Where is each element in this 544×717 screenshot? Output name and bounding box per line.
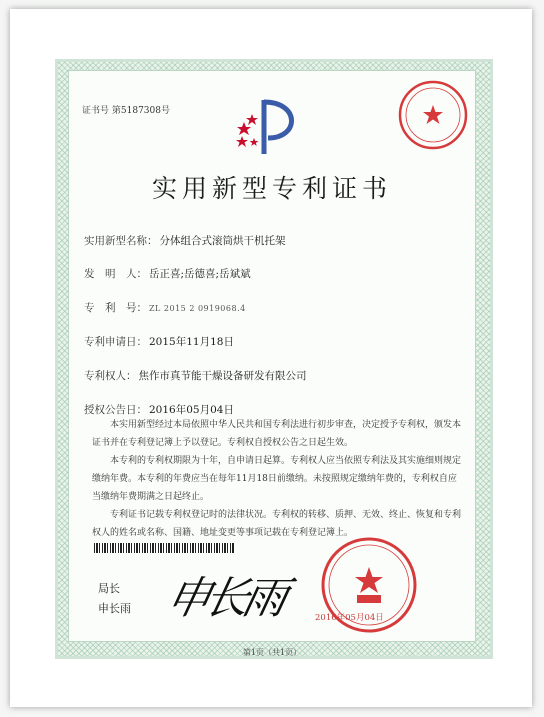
field-inventors — [84, 266, 251, 281]
field-grant-date — [84, 402, 234, 417]
barcode — [94, 543, 234, 553]
director-signature: 申长雨 — [161, 573, 287, 624]
field-value: 分体组合式滚筒烘干机托架 — [159, 235, 286, 247]
director-title: 局长 — [98, 582, 120, 595]
agency-seal-icon — [396, 78, 470, 152]
field-label: 实用新型名称： — [84, 235, 158, 247]
body-paragraph: 专利证书记载专利权登记时的法律状况。专利权的转移、质押、无效、终止、恢复和专利权人的姓名或名称、国籍、地址变更等事项记载在专利登记簿上。 — [92, 510, 462, 538]
field-patentee — [84, 368, 307, 383]
field-value: 2015年11月18日 — [149, 336, 234, 348]
field-utility-model-name — [84, 233, 286, 248]
field-value: 焦作市真节能干燥设备研发有限公司 — [138, 370, 307, 382]
certificate-number-label: 证书号 — [82, 106, 110, 116]
body-paragraph: 本专利的专利权期限为十年，自申请日起算。专利权人应当依照专利法及其实施细则规定缴纳年费。本专利的年费应当在每年11月18日前缴纳。未按照规定缴纳年费的，专利权自应当缴纳年费期满之日起终止。 — [92, 456, 462, 502]
field-label: 发 明 人： — [84, 268, 147, 280]
field-label: 授权公告日： — [84, 404, 147, 416]
field-label: 专 利 号： — [84, 302, 147, 314]
certificate-title: 实用新型专利证书 — [151, 174, 392, 203]
seal-date: 2016年05月04日 — [315, 613, 384, 623]
field-application-date — [84, 334, 234, 349]
field-patent-number — [84, 300, 246, 315]
patent-office-logo-icon — [234, 92, 310, 158]
certificate-body — [92, 416, 462, 542]
field-value: 岳正喜;岳德喜;岳斌斌 — [149, 268, 251, 280]
certificate-number-value: 第5187308号 — [111, 106, 170, 116]
field-label: 专利申请日： — [84, 336, 147, 348]
director-name: 申长雨 — [98, 602, 131, 615]
certificate-number — [82, 103, 170, 116]
field-value: ZL 2015 2 0919068.4 — [149, 304, 246, 313]
body-paragraph: 本实用新型经过本局依照中华人民共和国专利法进行初步审查，决定授予专利权，颁发本证书并在专利登记簿上予以登记。专利权自授权公告之日起生效。 — [92, 420, 462, 448]
field-value: 2016年05月04日 — [149, 404, 234, 416]
page-indicator: 第1页（共1页） — [242, 648, 302, 657]
field-label: 专利权人： — [84, 370, 137, 382]
